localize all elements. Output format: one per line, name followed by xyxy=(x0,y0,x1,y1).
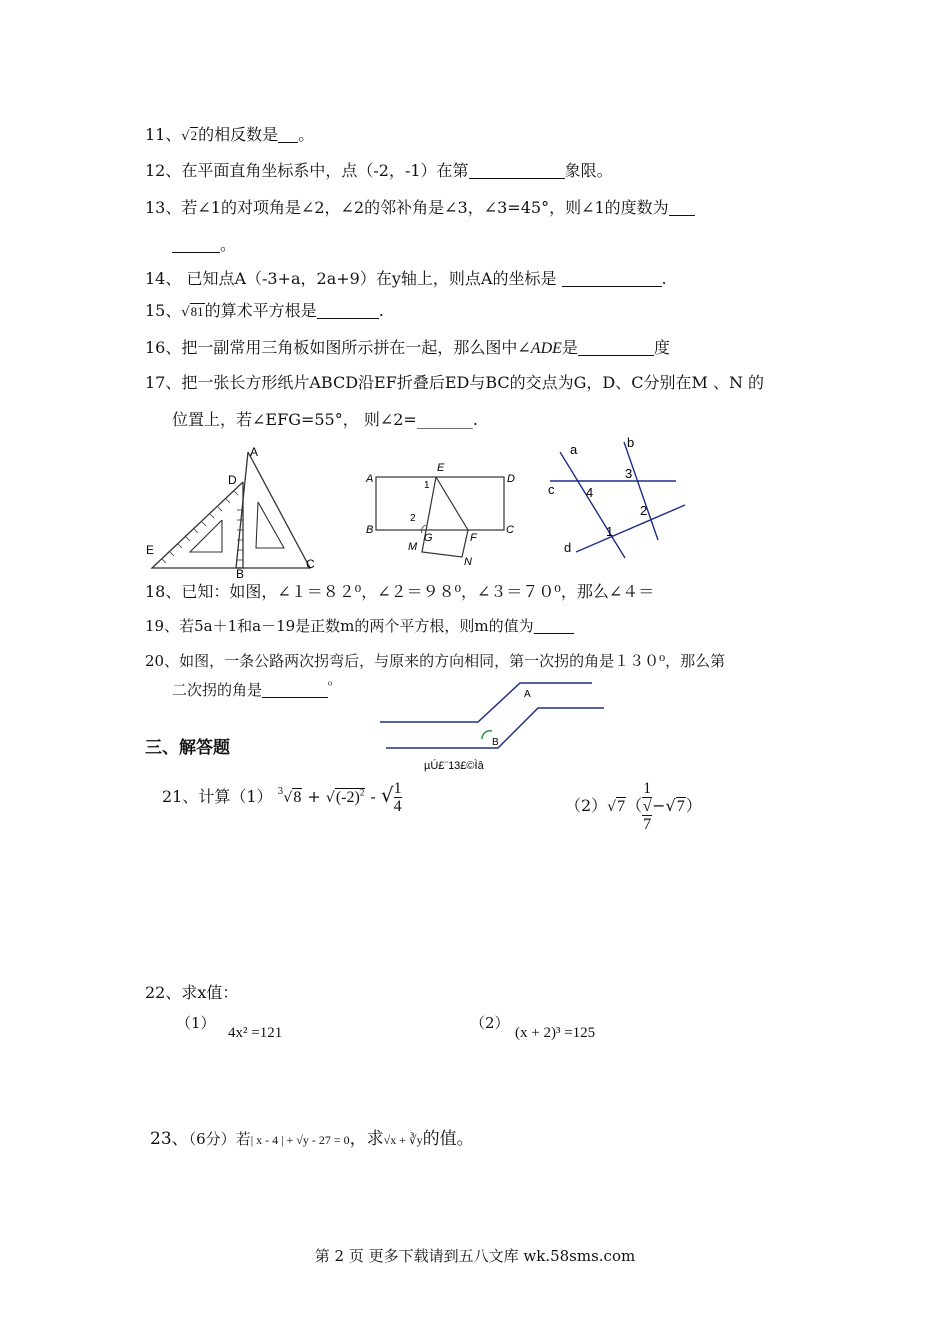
svg-text:1: 1 xyxy=(606,524,614,539)
svg-text:d: d xyxy=(564,540,572,555)
question-19: 19、若5a＋1和a－19是正数m的两个平方根，则m的值为 xyxy=(145,615,574,637)
question-11: 11、√2的相反数是 。 xyxy=(145,125,315,144)
svg-text:N: N xyxy=(464,556,472,568)
section-title: 三、解答题 xyxy=(145,738,230,758)
question-21-part2: （2）√7（ 1 √ 7 −√7） xyxy=(565,780,702,833)
question-23: 23、（6分）若| x - 4 | + √y - 27 = 0，求√x + ∛y的值。 xyxy=(150,1129,474,1149)
question-22-part1: （1） xyxy=(176,1014,216,1032)
question-13: 13、若∠1的对项角是∠2，∠2的邻补角是∠3，∠3=45°，则∠1的度数为 xyxy=(145,197,695,219)
question-22-part2: （2） xyxy=(470,1014,510,1032)
question-17-line2: 位置上，若∠EFG=55°， 则∠2=_______. xyxy=(172,410,478,429)
svg-text:c: c xyxy=(548,482,555,497)
question-21: 21、计算（1） $^3√8 + √(-2)^2$ - √ $\frac{1}{4}$ xyxy=(162,780,402,815)
figure-folded-rectangle xyxy=(360,455,520,570)
svg-text:3: 3 xyxy=(625,466,633,481)
question-17: 17、把一张长方形纸片ABCD沿EF折叠后ED与BC的交点为G，D、C分别在M 、N 的 xyxy=(145,373,765,392)
question-13-tail: 。 xyxy=(172,234,236,256)
question-15: 15、√81的算术平方根是 . xyxy=(145,301,384,320)
svg-text:µÚ£¨13£©Ìâ: µÚ£¨13£©Ìâ xyxy=(424,760,484,772)
svg-text:b: b xyxy=(627,435,635,450)
label-E: E xyxy=(146,543,155,557)
svg-text:M: M xyxy=(408,541,418,553)
label-B: B xyxy=(236,567,245,580)
page-footer: 第 2 页 更多下载请到五八文库 wk.58sms.com xyxy=(314,1247,636,1265)
svg-text:B: B xyxy=(366,524,374,536)
figure-triangles xyxy=(140,440,325,580)
svg-text:A: A xyxy=(366,473,374,485)
svg-text:C: C xyxy=(506,524,514,536)
label-C: C xyxy=(306,557,315,571)
question-22: 22、求x值： xyxy=(145,983,239,1002)
figure-road xyxy=(370,675,610,775)
svg-text:B: B xyxy=(492,737,499,748)
svg-text:4: 4 xyxy=(586,485,594,500)
label-D: D xyxy=(228,473,237,487)
question-18: 18、已知：如图，∠１＝８２⁰，∠２＝９８⁰，∠３＝７０⁰，那么∠４＝ xyxy=(145,582,655,601)
question-12: 12、在平面直角坐标系中，点（-2，-1）在第 象限。 xyxy=(145,161,613,180)
question-22-eq1: 4x² =121 xyxy=(228,1025,283,1041)
svg-text:E: E xyxy=(437,462,445,474)
question-16: 16、把一副常用三角板如图所示拼在一起，那么图中∠ADE是 度 xyxy=(145,338,670,357)
figure-intersecting-lines xyxy=(540,430,700,560)
label-A: A xyxy=(250,445,259,459)
question-20: 20、如图，一条公路两次拐弯后，与原来的方向相同，第一次拐的角是１３０⁰，那么第 xyxy=(145,652,726,670)
svg-text:2: 2 xyxy=(640,503,648,518)
svg-text:G: G xyxy=(424,532,433,544)
question-14: 14、 已知点A（-3+a，2a+9）在y轴上，则点A的坐标是 . xyxy=(145,269,667,288)
svg-text:1: 1 xyxy=(424,480,430,491)
svg-text:A: A xyxy=(524,689,531,700)
question-20-line2: 二次拐的角是 $^{^0}$ xyxy=(172,681,333,699)
svg-text:2: 2 xyxy=(410,513,416,524)
svg-text:F: F xyxy=(470,532,477,544)
svg-text:D: D xyxy=(507,473,515,485)
question-22-eq2: (x + 2)³ =125 xyxy=(515,1025,596,1041)
svg-text:a: a xyxy=(570,442,578,457)
